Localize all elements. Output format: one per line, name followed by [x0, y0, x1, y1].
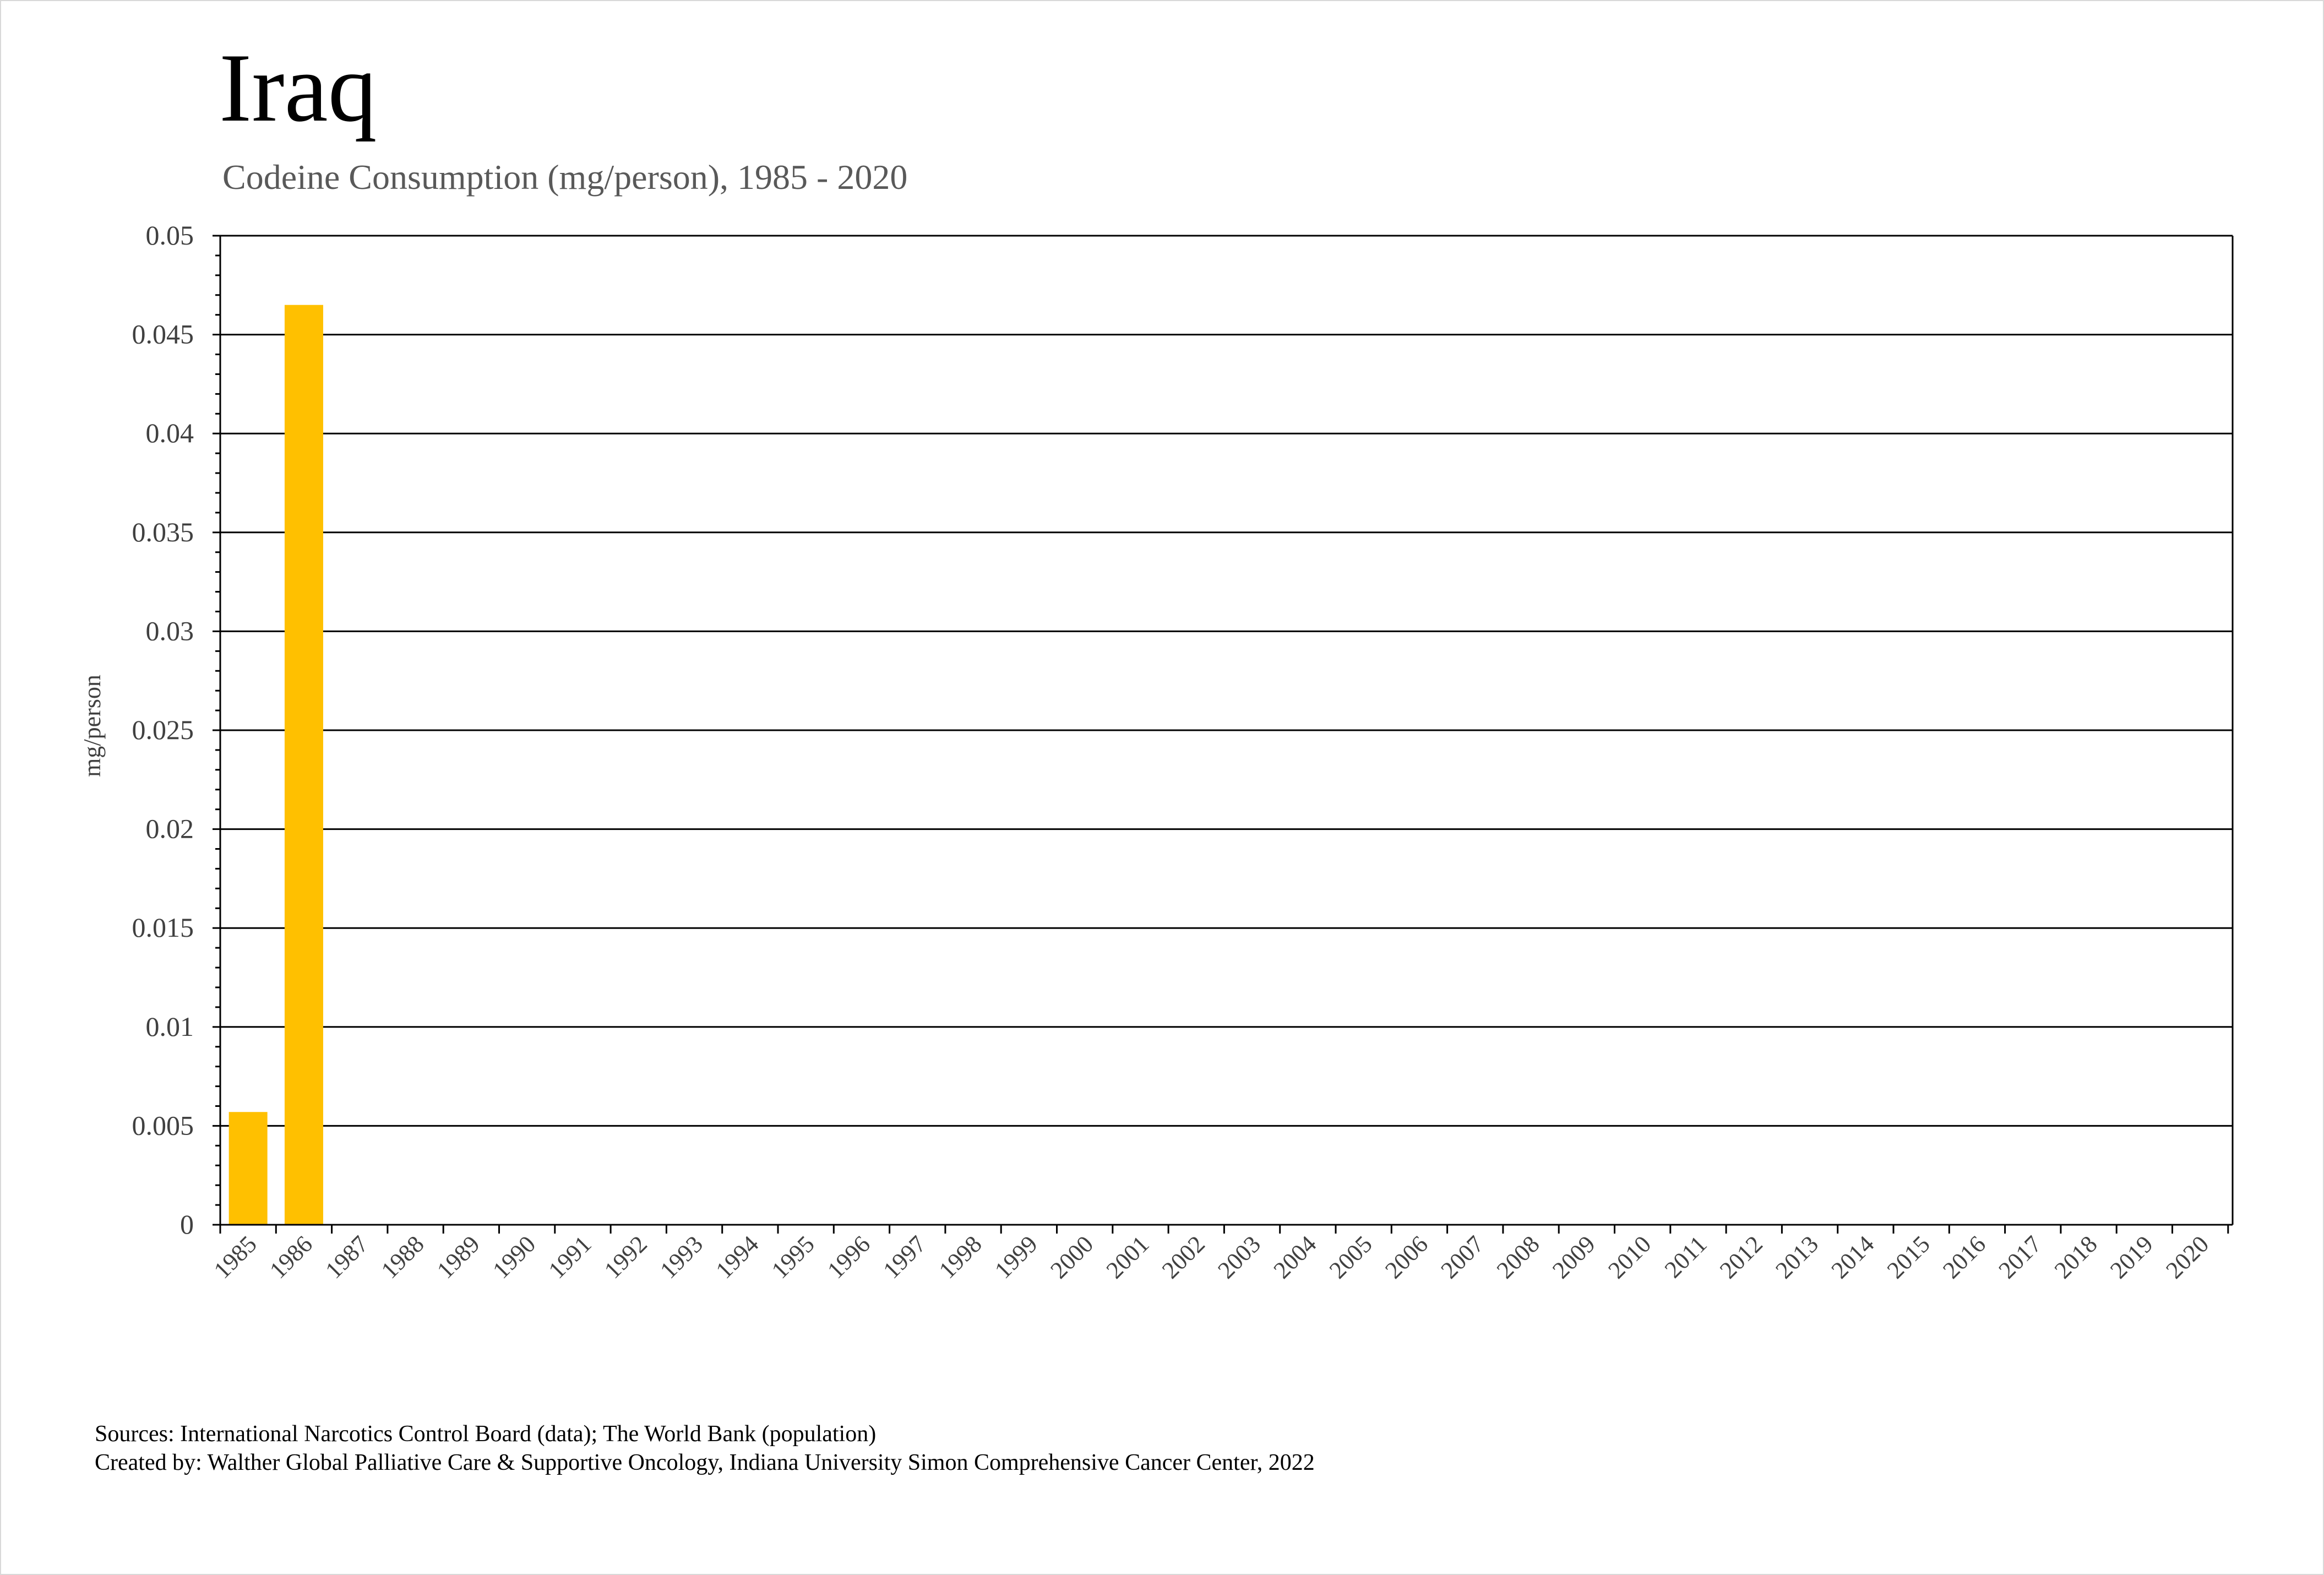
x-tick-label: 2003: [1212, 1230, 1266, 1284]
x-tick-label: 2018: [2049, 1230, 2103, 1284]
gridlines: [220, 236, 2233, 1126]
x-tick-label: 2012: [1714, 1230, 1768, 1284]
x-tick-label: 2010: [1603, 1230, 1657, 1284]
x-tick-label: 1996: [822, 1230, 876, 1284]
sources-line: Sources: International Narcotics Control Board (data); The World Bank (population): [95, 1421, 877, 1447]
y-tick-label: 0.05: [145, 220, 194, 251]
y-tick-label: 0: [180, 1209, 194, 1240]
y-tick-label: 0.015: [132, 912, 194, 943]
y-tick-label: 0.04: [145, 417, 194, 449]
x-tick-label: 2013: [1770, 1230, 1824, 1284]
bars: [229, 305, 323, 1225]
x-tick-label: 1994: [710, 1230, 764, 1284]
x-tick-label: 2015: [1881, 1230, 1935, 1284]
x-tick-labels: [209, 1230, 2214, 1284]
created-by-line: Created by: Walther Global Palliative Care & Supportive Oncology, Indiana University Simon Comprehensive Cancer Center, 2022: [95, 1450, 1315, 1475]
x-tick-label: 2006: [1380, 1230, 1434, 1284]
x-tick-label: 1991: [543, 1230, 597, 1284]
x-tick-label: 1988: [375, 1230, 429, 1284]
y-tick-label: 0.005: [132, 1110, 194, 1141]
x-tick-label: 1995: [766, 1230, 820, 1284]
x-tick-label: 2019: [2105, 1230, 2158, 1284]
x-tick-label: 2001: [1101, 1230, 1155, 1284]
chart-subtitle: Codeine Consumption (mg/person), 1985 - 2020: [222, 158, 908, 197]
x-tick-label: 2017: [1993, 1230, 2047, 1284]
x-tick-label: 1986: [264, 1230, 318, 1284]
y-axis-label: mg/person: [79, 675, 106, 777]
x-tick-label: 2002: [1156, 1230, 1210, 1284]
y-tick-label: 0.025: [132, 714, 194, 745]
x-tick-label: 1989: [432, 1230, 485, 1284]
y-tick-label: 0.045: [132, 318, 194, 350]
x-tick-label: 2005: [1324, 1230, 1378, 1284]
x-tick-label: 2000: [1045, 1230, 1099, 1284]
x-tick-label: 2011: [1659, 1230, 1712, 1284]
x-tick-label: 1990: [487, 1230, 541, 1284]
x-tick-label: 1987: [320, 1230, 374, 1284]
x-tick-label: 1993: [655, 1230, 709, 1284]
x-tick-label: 1992: [598, 1230, 652, 1284]
y-tick-label: 0.035: [132, 516, 194, 547]
x-tick-label: 1985: [208, 1230, 262, 1284]
bar-1985: [229, 1112, 268, 1225]
x-tick-label: 1998: [933, 1230, 987, 1284]
sources-note: [95, 1420, 1315, 1477]
x-tick-label: 2014: [1826, 1230, 1880, 1284]
x-tick-label: 2004: [1268, 1230, 1322, 1284]
y-tick-label: 0.01: [145, 1011, 194, 1042]
x-tick-label: 2016: [1937, 1230, 1991, 1284]
x-tick-label: 2009: [1547, 1230, 1601, 1284]
chart-title: Iraq: [219, 33, 377, 142]
bar-1986: [285, 305, 323, 1225]
x-tick-label: 1997: [878, 1230, 932, 1284]
x-tick-label: 1999: [989, 1230, 1043, 1284]
x-tick-label: 2020: [2160, 1230, 2214, 1284]
y-tick-labels: [132, 220, 194, 1240]
x-tick-label: 2008: [1491, 1230, 1545, 1284]
axes: [213, 236, 2233, 1234]
y-tick-label: 0.02: [145, 813, 194, 844]
x-tick-label: 2007: [1435, 1230, 1489, 1284]
y-tick-label: 0.03: [145, 615, 194, 647]
